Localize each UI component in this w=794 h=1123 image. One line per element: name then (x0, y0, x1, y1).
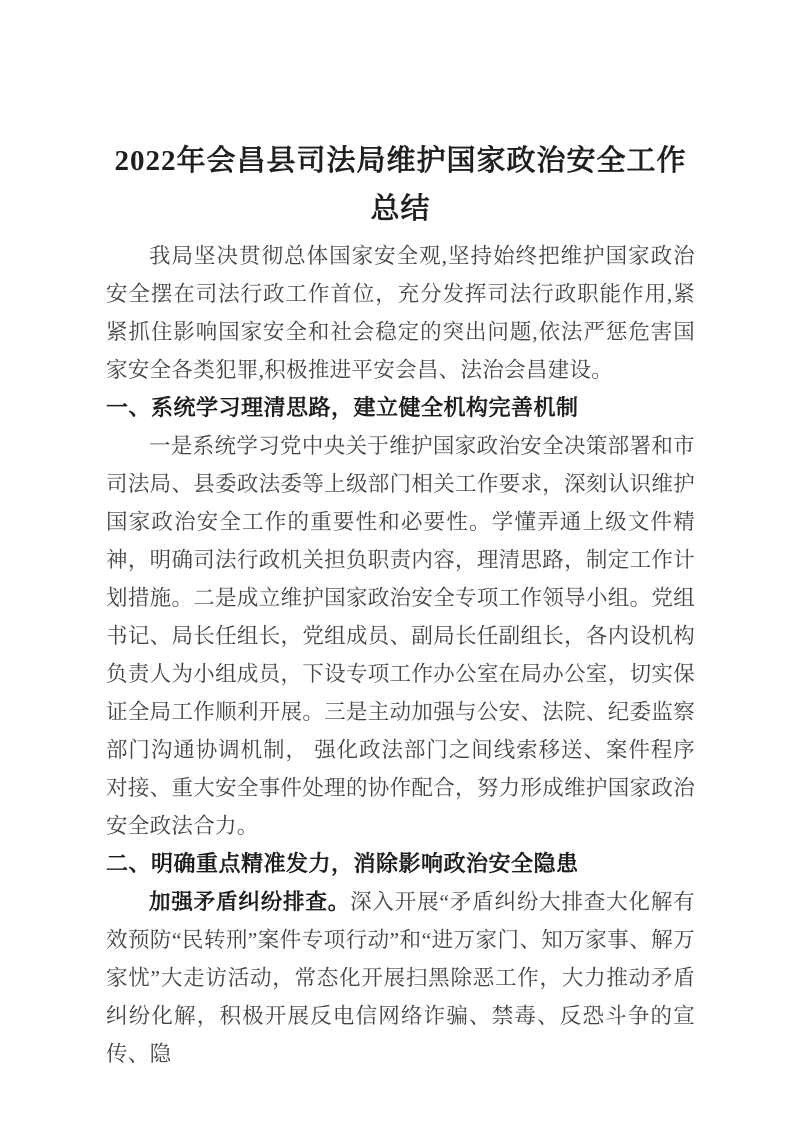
section-heading-1: 一、系统学习理清思路，建立健全机构完善机制 (106, 395, 579, 420)
paragraph-section-2 (106, 883, 695, 1073)
section-heading-2: 二、明确重点精准发力，消除影响政治安全隐患 (106, 851, 579, 876)
paragraph-lead-bold: 加强矛盾纠纷排查。 (149, 890, 351, 914)
paragraph-intro: 我局坚决贯彻总体国家安全观,坚持始终把维护国家政治安全摆在司法行政工作首位，充分发挥司法行政职能作用,紧紧抓住影响国家安全和社会稳定的突出问题,依法严惩危害国家安全各类犯罪,积极推进平安会昌、法治会昌建设。 (106, 244, 695, 382)
paragraph-section-1: 一是系统学习党中央关于维护国家政治安全决策部署和市司法局、县委政法委等上级部门相关工作要求，深刻认识维护国家政治安全工作的重要性和必要性。学懂弄通上级文件精神，明确司法行政机关担负职责内容，理清思路，制定工作计划措施。二是成立维护国家政治安全专项工作领导小组。党组书记、局长任组长，党组成员、副局长任副组长，各内设机构负责人为小组成员，下设专项工作办公室在局办公室，切实保证全局工作顺利开展。三是主动加强与公安、法院、纪委监察部门沟通协调机制， 强化政法部门之间线索移送、案件程序对接、重大安全事件处理的协作配合，努力形成维护国家政治安全政法合力。 (106, 434, 695, 838)
paragraph-section-2-text: 深入开展“矛盾纠纷大排查大化解有效预防“民转刑”案件专项行动”和“进万家门、知万家事、解万家忧”大走访活动，常态化开展扫黑除恶工作，大力推动矛盾纠纷化解，积极开展反电信网络诈骗、禁毒、反恐斗争的宣传、隐 (106, 890, 695, 1066)
document-title: 2022年会昌县司法局维护国家政治安全工作总结 (114, 145, 687, 225)
